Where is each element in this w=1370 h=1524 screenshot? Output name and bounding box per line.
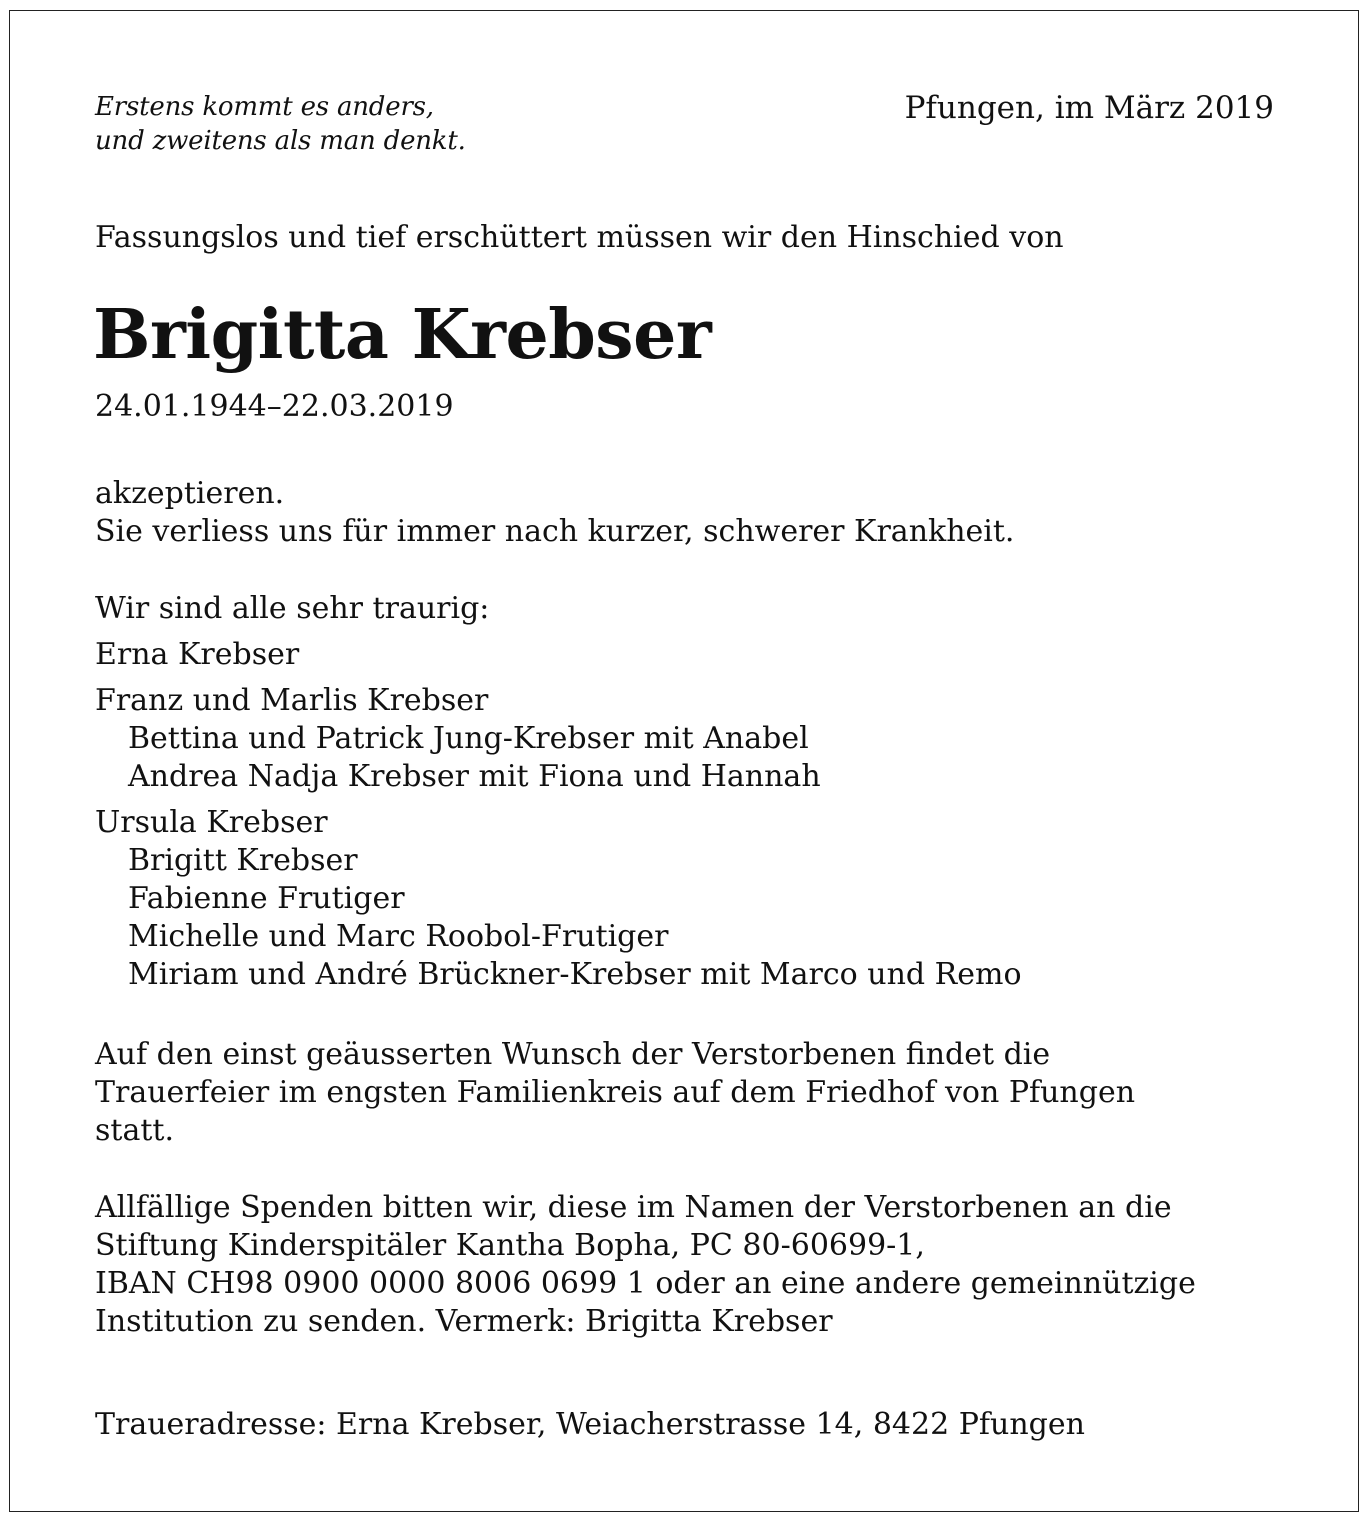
announcement-line-2: Sie verliess uns für immer nach kurzer, schwerer Krankheit. — [95, 514, 1015, 549]
mourner-name: Erna Krebser — [95, 637, 300, 672]
mourner-name: Franz und Marlis Krebser — [95, 683, 489, 718]
ceremony-line-2: Trauerfeier im engsten Familienkreis auf dem Friedhof von Pfungen — [95, 1075, 1136, 1110]
mourner-group — [95, 682, 1022, 796]
donation-line-4: Institution zu senden. Vermerk: Brigitta Krebser — [95, 1304, 833, 1339]
mourner-subname: Brigitt Krebser — [128, 843, 358, 878]
donation-line-3: IBAN CH98 0900 0000 8006 0699 1 oder an eine andere gemeinnützige — [95, 1266, 1196, 1301]
motto — [95, 90, 466, 158]
mourner-subname: Michelle und Marc Roobol-Frutiger — [128, 919, 669, 954]
mourners-list — [95, 636, 1022, 1002]
mourner-subname: Andrea Nadja Krebser mit Fiona und Hannah — [128, 759, 821, 794]
donation-text — [95, 1189, 1196, 1341]
mourner-subname: Miriam und André Brückner-Krebser mit Marco und Remo — [128, 957, 1022, 992]
life-dates: 24.01.1944–22.03.2019 — [95, 389, 454, 424]
announcement-text — [95, 475, 1014, 551]
mourning-address: Traueradresse: Erna Krebser, Weiacherstrasse 14, 8422 Pfungen — [95, 1407, 1085, 1442]
motto-line-2: und zweitens als man denkt. — [95, 126, 466, 156]
mourner-group — [95, 804, 1022, 994]
place-date: Pfungen, im März 2019 — [904, 90, 1274, 126]
deceased-name: Brigitta Krebser — [93, 295, 712, 375]
mourner-subname: Fabienne Frutiger — [128, 881, 405, 916]
mourner-name: Ursula Krebser — [95, 805, 328, 840]
mourners-heading: Wir sind alle sehr traurig: — [95, 591, 490, 626]
donation-line-1: Allfällige Spenden bitten wir, diese im Namen der Verstorbenen an die — [95, 1190, 1172, 1225]
ceremony-line-1: Auf den einst geäusserten Wunsch der Verstorbenen findet die — [95, 1037, 1051, 1072]
mourner-subname: Bettina und Patrick Jung-Krebser mit Anabel — [128, 721, 809, 756]
ceremony-text — [95, 1036, 1135, 1150]
mourner-group — [95, 636, 1022, 674]
ceremony-line-3: statt. — [95, 1113, 174, 1148]
motto-line-1: Erstens kommt es anders, — [95, 92, 434, 122]
donation-line-2: Stiftung Kinderspitäler Kantha Bopha, PC 80-60699-1, — [95, 1228, 925, 1263]
announcement-line-1: akzeptieren. — [95, 476, 285, 511]
intro-text: Fassungslos und tief erschüttert müssen wir den Hinschied von — [95, 220, 1064, 255]
